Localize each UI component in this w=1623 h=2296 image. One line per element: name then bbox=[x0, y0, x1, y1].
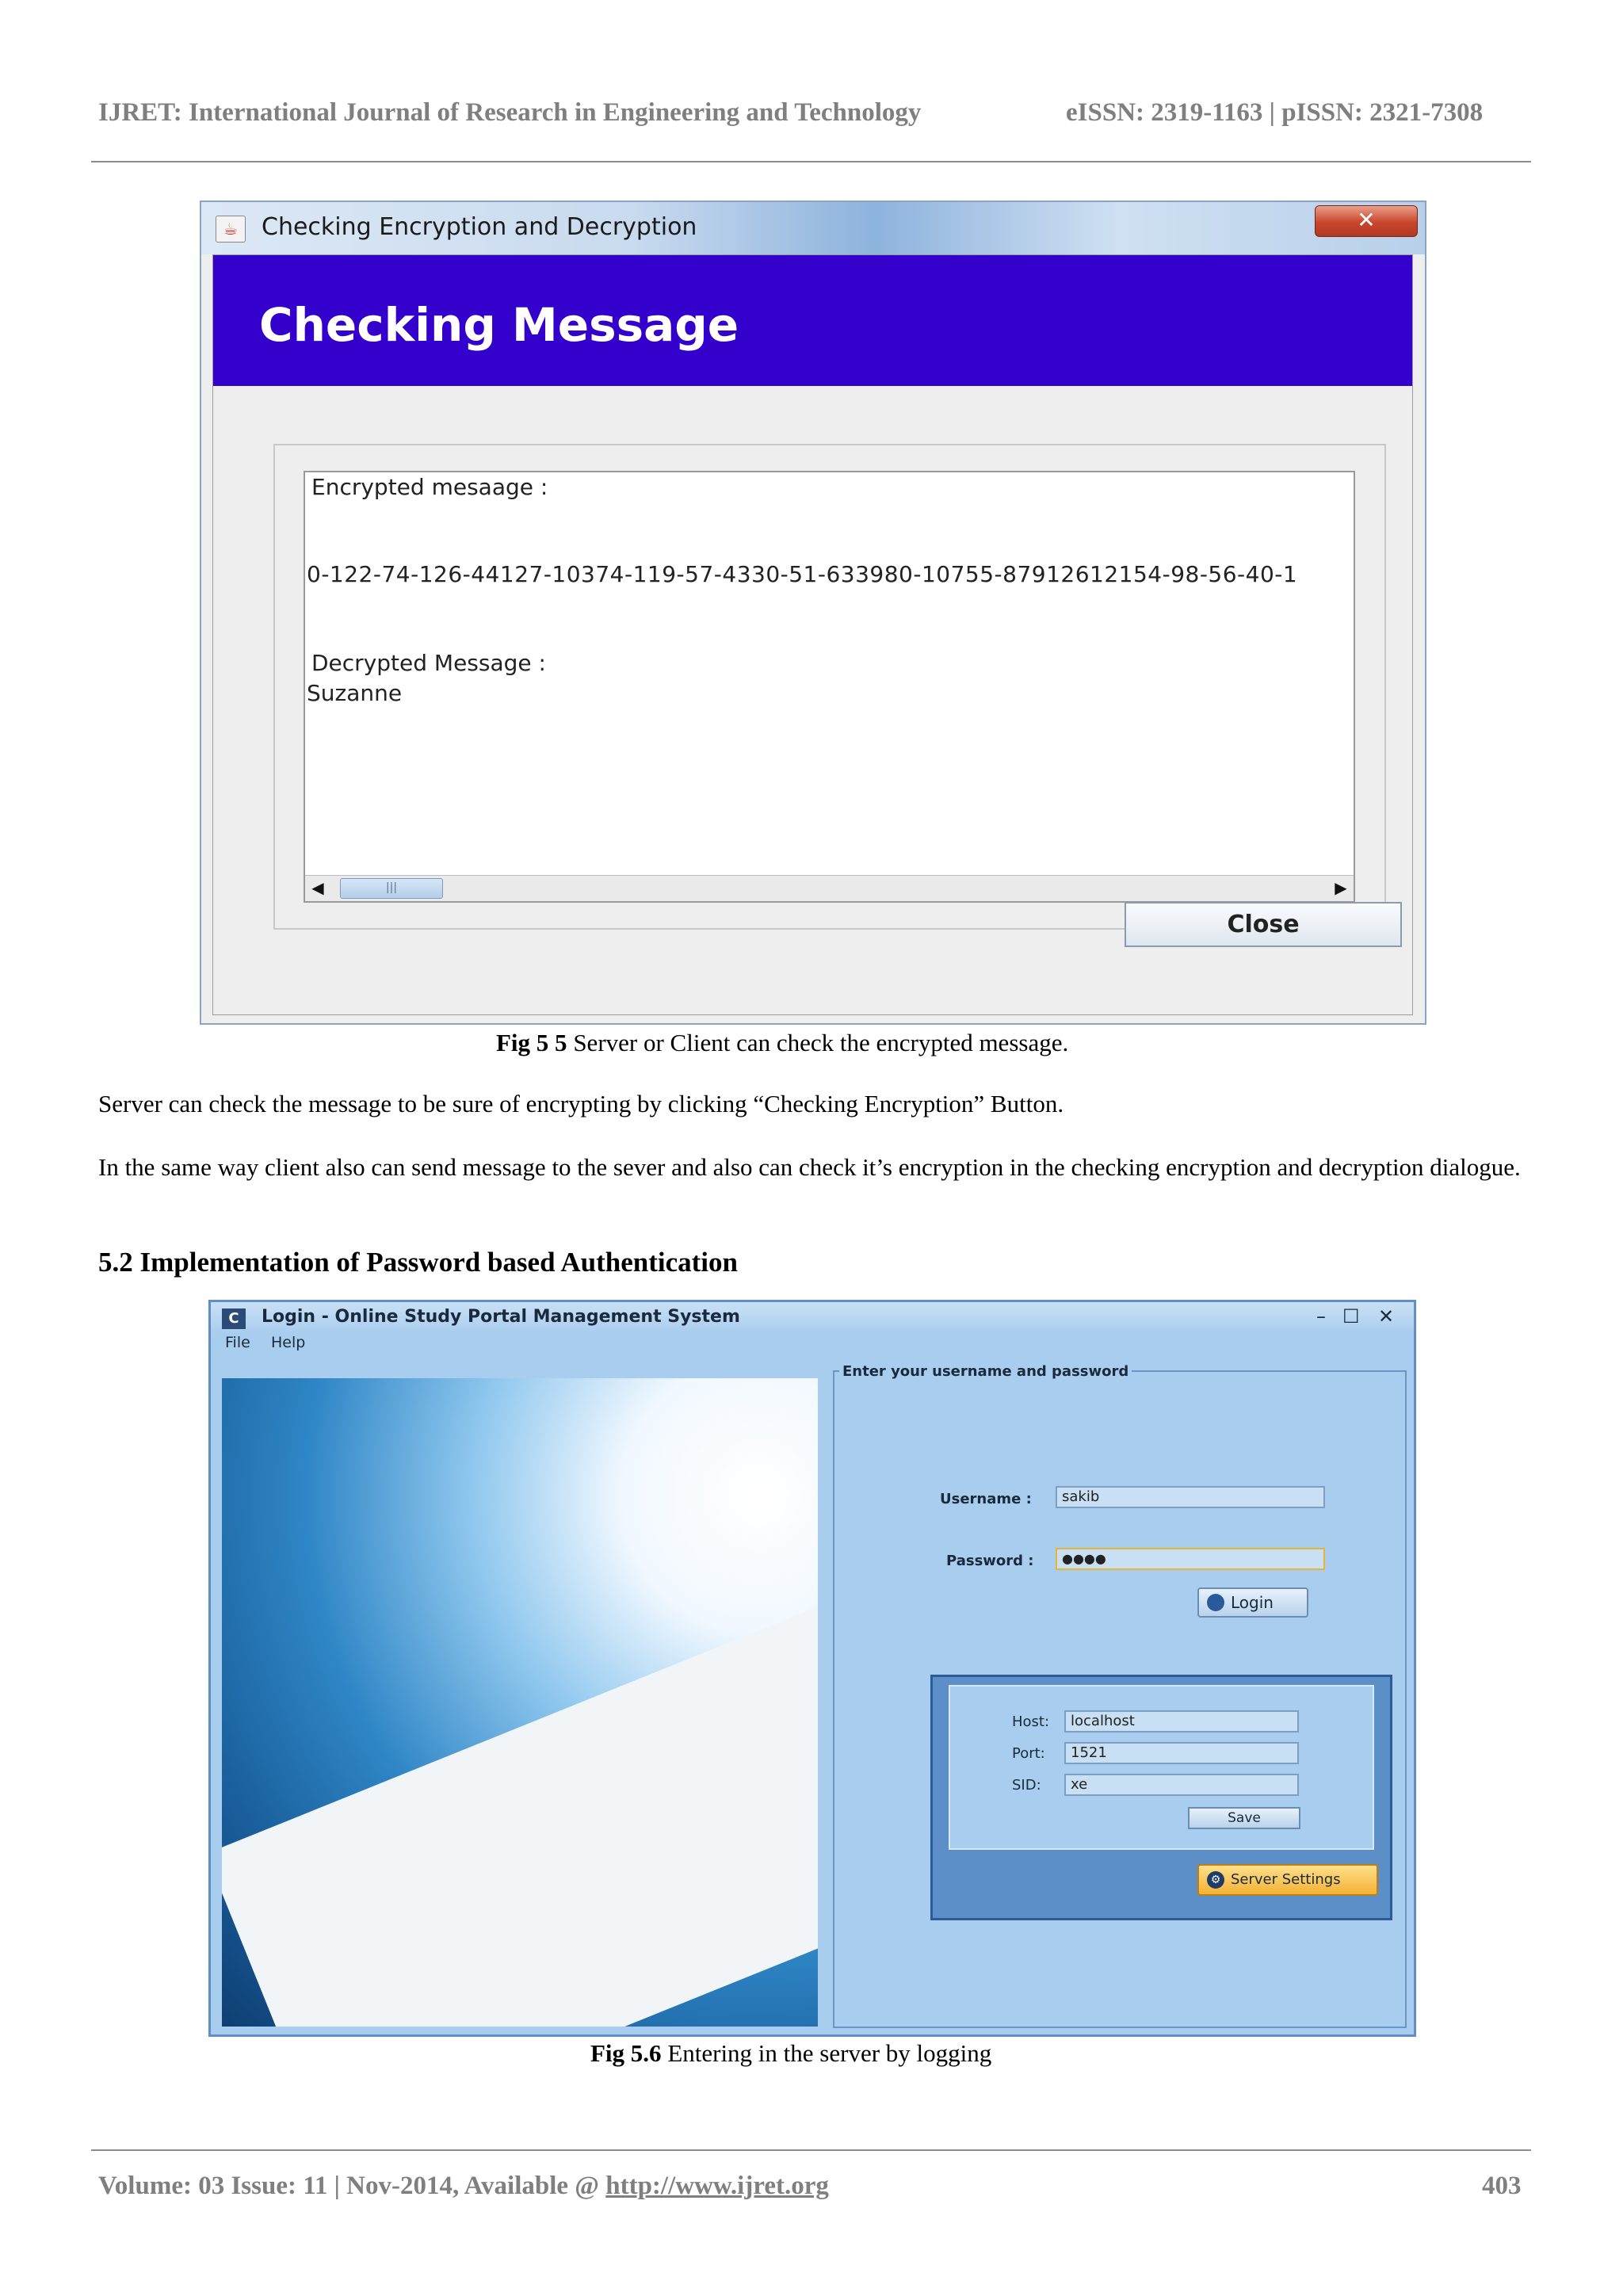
login-window-title: Login - Online Study Portal Management System bbox=[262, 1307, 740, 1327]
encrypted-value: 0-122-74-126-44127-10374-119-57-4330-51-633980-10755-87912612154-98-56-40-1 bbox=[307, 561, 1298, 587]
journal-link[interactable]: http://www.ijret.org bbox=[605, 2172, 829, 2200]
server-fields-panel bbox=[949, 1685, 1374, 1850]
minimize-icon[interactable]: – bbox=[1316, 1305, 1326, 1328]
scrollbar-thumb[interactable]: ||| bbox=[340, 878, 443, 899]
figure-caption-5-6 bbox=[590, 2039, 991, 2068]
user-icon bbox=[1207, 1594, 1224, 1611]
password-field[interactable]: ●●●● bbox=[1056, 1548, 1325, 1570]
window-title-bar bbox=[201, 202, 1425, 254]
scroll-left-icon[interactable]: ◀ bbox=[311, 878, 324, 897]
sid-label: SID: bbox=[1012, 1777, 1041, 1794]
login-button[interactable] bbox=[1197, 1587, 1308, 1618]
decrypted-value: Suzanne bbox=[307, 680, 403, 706]
app-logo-icon: C bbox=[222, 1308, 246, 1329]
username-label: Username : bbox=[940, 1491, 1032, 1507]
paragraph-1: Server can check the message to be sure of encrypting by clicking “Checking Encryption” Button. bbox=[98, 1090, 1064, 1117]
banner-title: Checking Message bbox=[259, 298, 739, 352]
server-settings-panel bbox=[930, 1675, 1392, 1920]
java-app-icon: ☕ bbox=[216, 216, 246, 243]
section-heading: 5.2 Implementation of Password based Authentication bbox=[98, 1247, 738, 1278]
login-window bbox=[208, 1300, 1416, 2037]
window-close-button[interactable]: ✕ bbox=[1315, 205, 1418, 237]
paragraph-2: In the same way client also can send message to the sever and also can check it’s encryption in the checking encryption and decryption dialogue. bbox=[98, 1153, 1521, 1181]
header-divider bbox=[91, 161, 1531, 162]
footer-divider bbox=[91, 2149, 1531, 2151]
caption-text: Entering in the server by logging bbox=[661, 2039, 992, 2067]
login-title-bar bbox=[211, 1302, 1414, 1334]
scroll-right-icon[interactable]: ▶ bbox=[1335, 878, 1347, 897]
journal-title: IJRET: International Journal of Research in Engineering and Technology bbox=[98, 98, 922, 127]
horizontal-scrollbar[interactable] bbox=[305, 875, 1354, 901]
port-label: Port: bbox=[1012, 1745, 1045, 1762]
close-button[interactable]: Close bbox=[1125, 902, 1402, 947]
server-settings-button[interactable] bbox=[1197, 1864, 1378, 1896]
caption-label: Fig 5 5 bbox=[496, 1029, 567, 1056]
dialog-content bbox=[212, 254, 1413, 1015]
host-field[interactable]: localhost bbox=[1064, 1710, 1299, 1733]
sid-field[interactable]: xe bbox=[1064, 1774, 1299, 1796]
menu-file[interactable]: File bbox=[225, 1334, 250, 1351]
globe-keyboard-image bbox=[222, 1378, 818, 2027]
maximize-icon[interactable]: ☐ bbox=[1342, 1305, 1360, 1328]
password-label: Password : bbox=[946, 1553, 1034, 1569]
server-settings-label: Server Settings bbox=[1231, 1871, 1341, 1888]
caption-text: Server or Client can check the encrypted message. bbox=[567, 1029, 1069, 1056]
host-label: Host: bbox=[1012, 1713, 1050, 1730]
login-button-label: Login bbox=[1231, 1593, 1274, 1612]
save-button[interactable]: Save bbox=[1188, 1807, 1300, 1829]
message-panel bbox=[273, 444, 1386, 930]
menu-help[interactable]: Help bbox=[271, 1334, 306, 1351]
login-group-title: Enter your username and password bbox=[839, 1363, 1132, 1380]
gear-icon: ⚙ bbox=[1207, 1871, 1224, 1889]
close-icon[interactable]: ✕ bbox=[1378, 1305, 1395, 1328]
encrypted-label: Encrypted mesaage : bbox=[311, 474, 548, 500]
page-number: 403 bbox=[1482, 2172, 1522, 2200]
issn-text: eISSN: 2319-1163 | pISSN: 2321-7308 bbox=[1066, 98, 1484, 127]
port-field[interactable]: 1521 bbox=[1064, 1742, 1299, 1764]
message-text-area[interactable] bbox=[304, 471, 1355, 903]
footer-info bbox=[98, 2172, 829, 2201]
message-banner bbox=[213, 255, 1412, 386]
username-field[interactable]: sakib bbox=[1056, 1486, 1325, 1508]
caption-label: Fig 5.6 bbox=[590, 2039, 662, 2067]
checking-encryption-window bbox=[200, 201, 1426, 1025]
decrypted-label: Decrypted Message : bbox=[311, 650, 546, 676]
keyboard-graphic bbox=[222, 1587, 818, 2027]
window-title: Checking Encryption and Decryption bbox=[262, 213, 697, 241]
figure-caption-5-5 bbox=[496, 1029, 1068, 1057]
footer-volume: Volume: 03 Issue: 11 | Nov-2014, Available @ bbox=[98, 2172, 606, 2200]
